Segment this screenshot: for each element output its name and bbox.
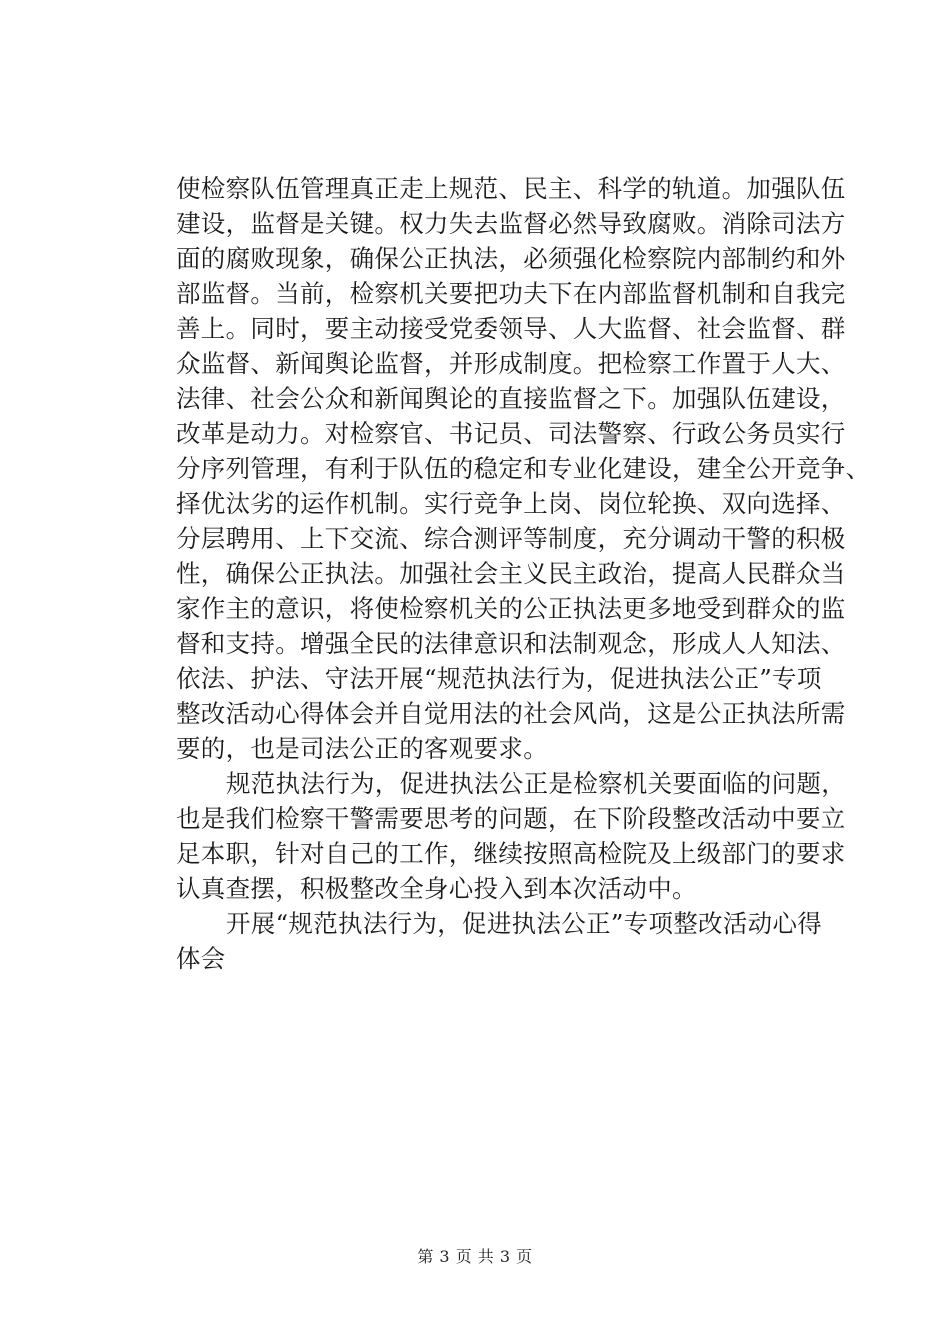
- paragraph-line-text: 规范执法行为，促进执法公正是检察机关要面临的问题，: [226, 769, 846, 798]
- body-paragraph: [176, 766, 846, 906]
- paragraph-line: 要的，也是司法公正的客观要求。: [176, 734, 548, 763]
- paragraph-line: 改革是动力。对检察官、书记员、司法警察、行政公务员实行: [176, 419, 846, 448]
- paragraph-line: 众监督、新闻舆论监督，并形成制度。把检察工作置于人大、: [176, 349, 846, 378]
- body-paragraph: [176, 171, 871, 766]
- page-footer: 第 3 页 共 3 页: [417, 1247, 533, 1266]
- paragraph-line: 建设，监督是关键。权力失去监督必然导致腐败。消除司法方: [176, 209, 846, 238]
- paragraph-line: 面的腐败现象，确保公正执法，必须强化检察院内部制约和外: [176, 244, 846, 273]
- paragraph-line: 也是我们检察干警需要思考的问题，在下阶段整改活动中要立: [176, 804, 846, 833]
- paragraph-line: 整改活动心得体会并自觉用法的社会风尚，这是公正执法所需: [176, 699, 846, 728]
- paragraph-line: 部监督。当前，检察机关要把功夫下在内部监督机制和自我完: [176, 279, 846, 308]
- paragraph-line: [176, 906, 823, 941]
- paragraph-line: 足本职，针对自己的工作，继续按照高检院及上级部门的要求: [176, 839, 846, 868]
- paragraph-line: 依法、护法、守法开展“规范执法行为，促进执法公正”专项: [176, 664, 822, 693]
- paragraph-line: 分序列管理，有利于队伍的稳定和专业化建设，建全公开竞争、: [176, 454, 871, 483]
- paragraph-line: 性，确保公正执法。加强社会主义民主政治，提高人民群众当: [176, 559, 846, 588]
- paragraph-line: 使检察队伍管理真正走上规范、民主、科学的轨道。加强队伍: [176, 174, 846, 203]
- paragraph-line: [176, 766, 846, 801]
- document-body: [176, 171, 871, 976]
- body-paragraph: [176, 906, 823, 976]
- paragraph-line: 认真查摆，积极整改全身心投入到本次活动中。: [176, 874, 697, 903]
- paragraph-line: 分层聘用、上下交流、综合测评等制度，充分调动干警的积极: [176, 524, 846, 553]
- paragraph-line: 择优汰劣的运作机制。实行竞争上岗、岗位轮换、双向选择、: [176, 489, 846, 518]
- paragraph-line: 体会: [176, 944, 226, 973]
- paragraph-line: 法律、社会公众和新闻舆论的直接监督之下。加强队伍建设，: [176, 384, 846, 413]
- paragraph-line: 家作主的意识，将使检察机关的公正执法更多地受到群众的监: [176, 594, 846, 623]
- paragraph-line: 督和支持。增强全民的法律意识和法制观念，形成人人知法、: [176, 629, 846, 658]
- paragraph-line: 善上。同时，要主动接受党委领导、人大监督、社会监督、群: [176, 314, 846, 343]
- paragraph-line-text: 开展“规范执法行为，促进执法公正”专项整改活动心得: [226, 909, 823, 938]
